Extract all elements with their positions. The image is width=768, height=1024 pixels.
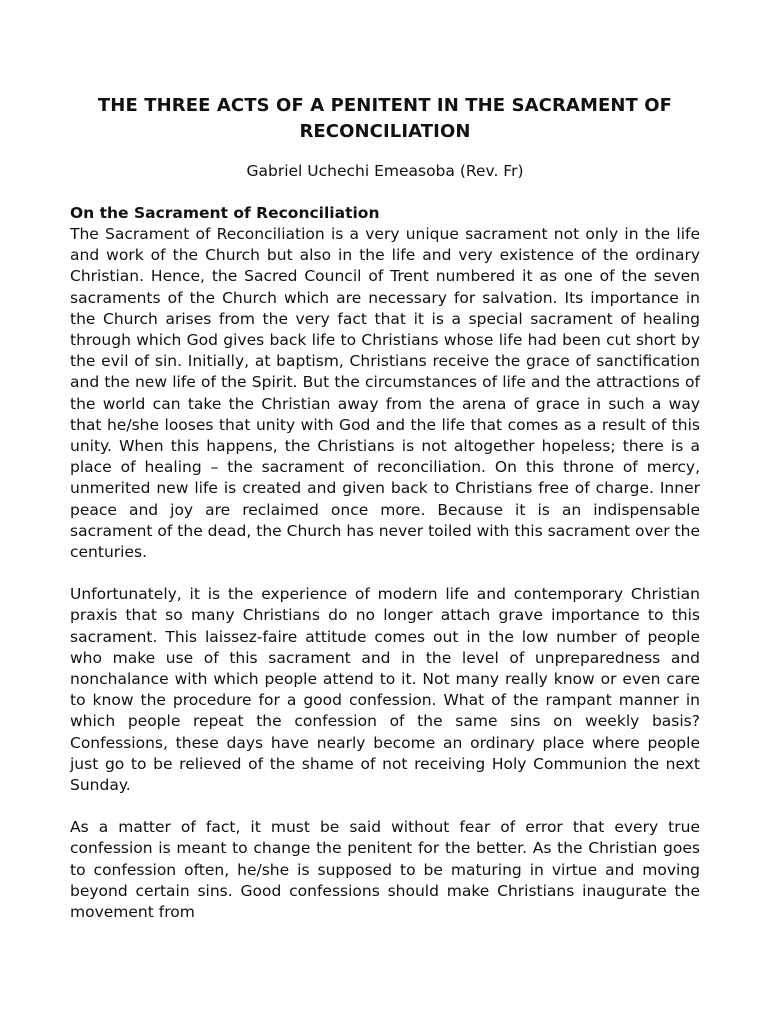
paragraph-2: Unfortunately, it is the experience of modern life and contemporary Christian praxis that so many Christians do no longer attach grave importance to this sacrament. This laissez-faire attitude comes out in the low number of people who make use of this sacrament and in the level of unpreparedness and nonchalance with which people attend to it. Not many really know or even care to know the procedure for a good confession. What of the rampant manner in which people repeat the confession of the same sins on weekly basis? Confessions, these days have nearly become an ordinary place where people just go to be relieved of the shame of not receiving Holy Communion the next Sunday. xyxy=(70,585,700,795)
paragraph-1: The Sacrament of Reconciliation is a very unique sacrament not only in the life and work of the Church but also in the life and very existence of the ordinary Christian. Hence, the Sacred Council of Trent numbered it as one of the seven sacraments of the Church which are necessary for salvation. Its importance in the Church arises from the very fact that it is a special sacrament of healing through which God gives back life to Christians whose life had been cut short by the evil of sin. Initially, at baptism, Christians receive the grace of sanctification and the new life of the Spirit. But the circumstances of life and the attractions of the world can take the Christian away from the arena of grace in such a way that he/she looses that unity with God and the life that comes as a result of this unity. When this happens, the Christians is not altogether hopeless; there is a place of healing – the sacrament of reconciliation. On this throne of mercy, unmerited new life is created and given back to Christians free of charge. Inner peace and joy are reclaimed once more. Because it is an indispensable sacrament of the dead, the Church has never toiled with this sacrament over the centuries. xyxy=(70,225,700,562)
document-title: THE THREE ACTS OF A PENITENT IN THE SACRAMENT OF RECONCILIATION xyxy=(97,95,673,142)
paragraph-3: As a matter of fact, it must be said without fear of error that every true confession is meant to change the penitent for the better. As the Christian goes to confession often, he/she is supposed to be maturing in virtue and moving beyond certain sins. Good confessions should make Christians inaugurate the movement from xyxy=(70,818,700,922)
author-line: Gabriel Uchechi Emeasoba (Rev. Fr) xyxy=(246,162,524,180)
section-heading: On the Sacrament of Reconciliation xyxy=(70,204,380,222)
document-page xyxy=(70,93,700,923)
